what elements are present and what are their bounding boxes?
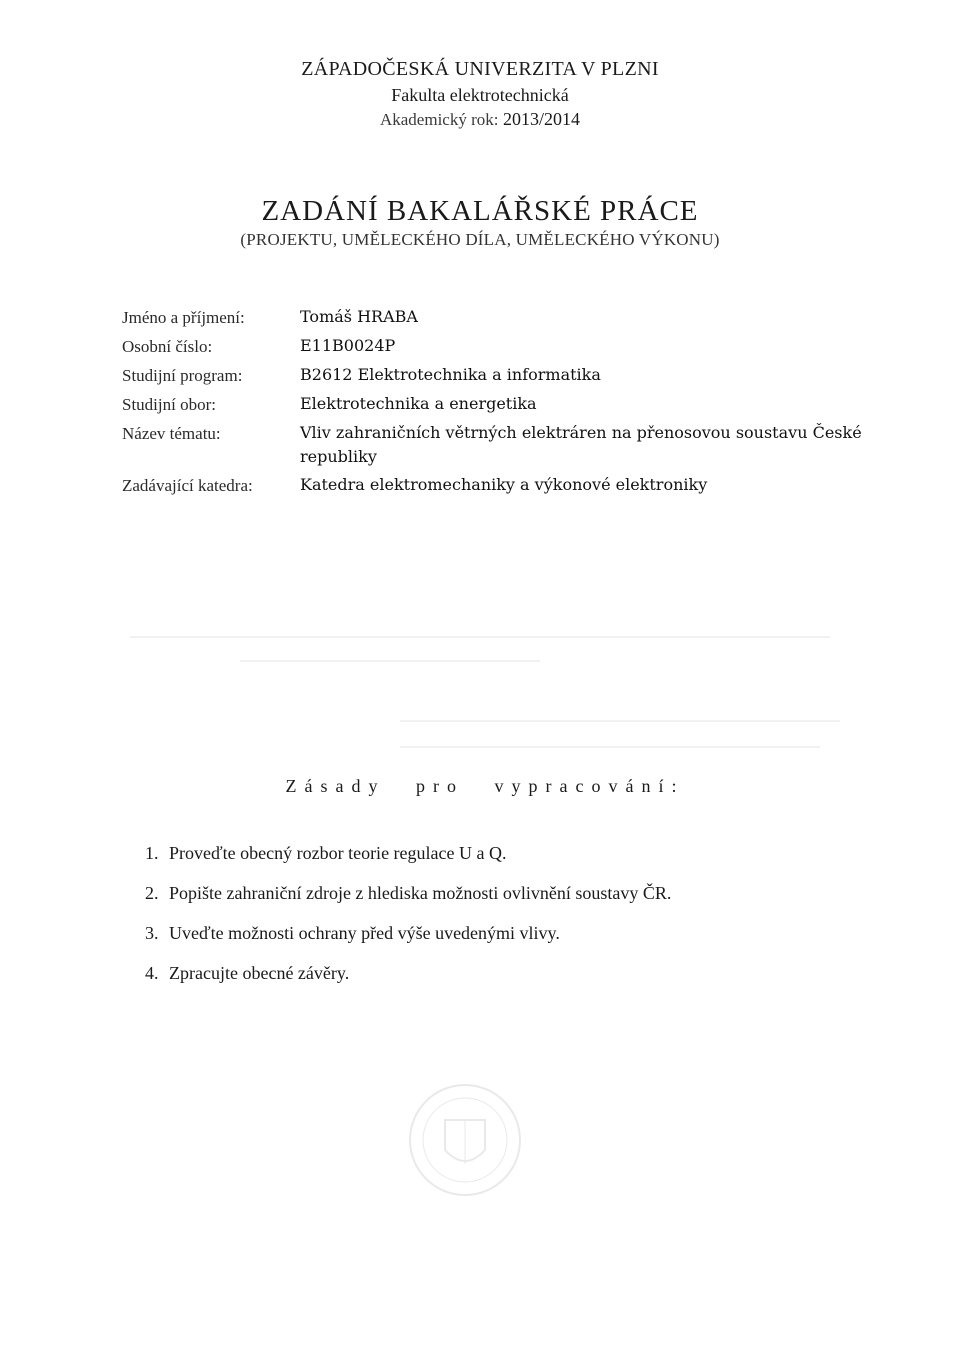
info-label: Studijní obor: — [122, 395, 216, 414]
university-name: ZÁPADOČESKÁ UNIVERZITA V PLZNI — [301, 58, 659, 80]
info-row-topic — [122, 421, 902, 469]
info-row-department — [122, 473, 902, 498]
academic-year-value: 2013/2014 — [502, 109, 580, 129]
list-item — [145, 920, 845, 946]
document-subtitle: (PROJEKTU, UMĚLECKÉHO DÍLA, UMĚLECKÉHO VÝKONU) — [240, 230, 720, 249]
task-number: 4. — [145, 963, 159, 983]
principles-section — [0, 776, 960, 797]
task-number: 2. — [145, 883, 159, 903]
list-item — [145, 960, 845, 986]
principles-heading: Zásady pro vypracování: — [285, 776, 685, 796]
student-info — [122, 305, 902, 502]
task-list — [145, 840, 845, 1000]
task-text: Zpracujte obecné závěry. — [169, 963, 350, 983]
info-value: Katedra elektromechaniky a výkonové elektroniky — [300, 475, 708, 494]
info-row-personal-number — [122, 334, 902, 359]
info-value: Tomáš HRABA — [300, 307, 418, 326]
bleed-through-line — [400, 746, 820, 748]
task-text: Uveďte možnosti ochrany před výše uvedenými vlivy. — [169, 923, 560, 943]
info-label: Název tématu: — [122, 424, 221, 443]
task-text: Popište zahraniční zdroje z hlediska možnosti ovlivnění soustavy ČR. — [169, 883, 672, 903]
header — [0, 56, 960, 132]
faculty-name: Fakulta elektrotechnická — [391, 85, 569, 105]
info-label: Osobní číslo: — [122, 337, 213, 356]
info-value: Elektrotechnika a energetika — [300, 394, 537, 413]
info-value: Vliv zahraničních větrných elektráren na přenosovou soustavu České republiky — [300, 423, 862, 466]
bleed-through-line — [240, 660, 540, 662]
task-number: 1. — [145, 843, 159, 863]
title-block — [0, 193, 960, 251]
info-label: Zadávající katedra: — [122, 476, 253, 495]
list-item — [145, 880, 845, 906]
document-title: ZADÁNÍ BAKALÁŘSKÉ PRÁCE — [261, 195, 699, 227]
task-text: Proveďte obecný rozbor teorie regulace U a Q. — [169, 843, 507, 863]
info-value: B2612 Elektrotechnika a informatika — [300, 365, 601, 384]
info-row-study-field — [122, 392, 902, 417]
bleed-through-line — [400, 720, 840, 722]
info-label: Jméno a příjmení: — [122, 308, 245, 327]
academic-year-label: Akademický rok: — [379, 110, 499, 129]
info-row-name — [122, 305, 902, 330]
academic-year — [0, 107, 960, 132]
info-label: Studijní program: — [122, 366, 243, 385]
list-item — [145, 840, 845, 866]
faint-stamp-seal — [400, 1080, 530, 1200]
info-row-study-program — [122, 363, 902, 388]
info-value: E11B0024P — [300, 336, 396, 355]
task-number: 3. — [145, 923, 159, 943]
bleed-through-line — [130, 636, 830, 638]
